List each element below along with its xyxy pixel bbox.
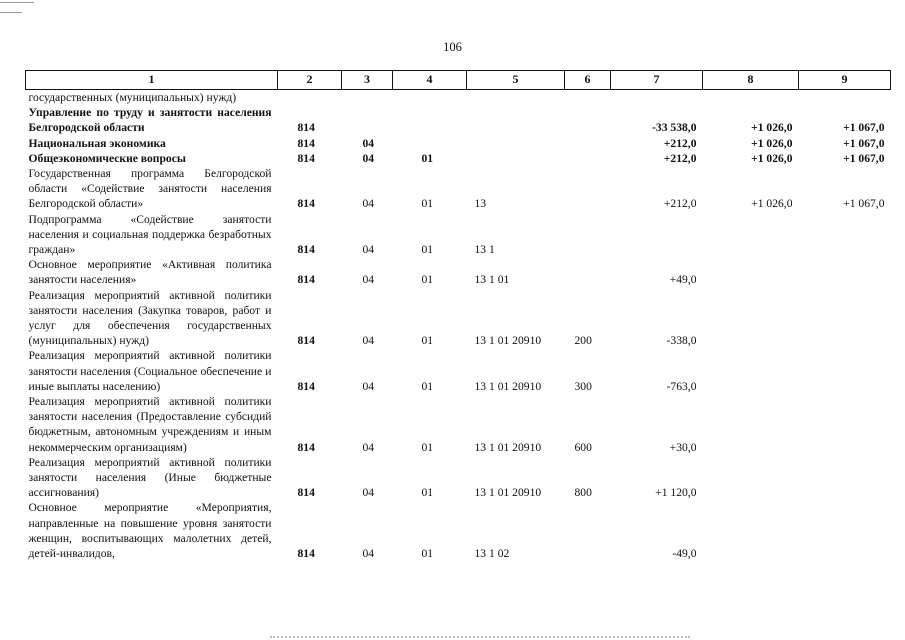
- expense-type-cell: [565, 151, 611, 166]
- row-name-cell: Национальная экономика: [28, 136, 166, 150]
- expense-type-cell: [565, 257, 611, 287]
- section-code-cell: 814: [297, 273, 315, 287]
- budget-table: [25, 70, 891, 561]
- section-code-cell: 814: [297, 379, 315, 393]
- target-article-cell: [467, 136, 565, 151]
- subsection2-code-cell: 01: [421, 440, 434, 454]
- table-row: [26, 348, 891, 394]
- amount-col8-cell: +1 026,0: [751, 136, 793, 150]
- table-row: [26, 136, 891, 151]
- expense-type-cell: [565, 136, 611, 151]
- subsection2-code-cell: [393, 136, 467, 151]
- subsection2-code-cell: 01: [421, 486, 434, 500]
- section-code-cell: 814: [297, 151, 315, 165]
- subsection2-code-cell: 01: [421, 334, 434, 348]
- amount-col8-cell: [703, 288, 799, 349]
- scan-corner-mark: [0, 12, 22, 13]
- amount-col7-cell: +30,0: [669, 440, 697, 454]
- section-code-cell: 814: [297, 547, 315, 561]
- target-article-cell: 13 1 01 20910: [474, 486, 542, 500]
- expense-type-cell: [565, 212, 611, 258]
- column-header: 9: [799, 71, 891, 90]
- column-header: 2: [278, 71, 342, 90]
- subsection-code-cell: 04: [362, 379, 375, 393]
- scan-corner-mark: [0, 2, 34, 3]
- amount-col8-cell: [703, 500, 799, 561]
- table-body: [26, 90, 891, 562]
- table-row: [26, 90, 891, 106]
- target-article-cell: 13 1 02: [474, 547, 510, 561]
- subsection-code-cell: 04: [362, 197, 375, 211]
- amount-col9-cell: [799, 212, 891, 258]
- section-code-cell: [278, 90, 342, 106]
- subsection2-code-cell: 01: [421, 379, 434, 393]
- subsection2-code-cell: 01: [421, 547, 434, 561]
- column-header: 5: [467, 71, 565, 90]
- target-article-cell: 13 1: [474, 243, 495, 257]
- target-article-cell: [467, 151, 565, 166]
- amount-col8-cell: +1 026,0: [751, 197, 793, 211]
- amount-col8-cell: [703, 257, 799, 287]
- table-row: [26, 257, 891, 287]
- amount-col9-cell: [799, 288, 891, 349]
- section-code-cell: 814: [297, 440, 315, 454]
- subsection2-code-cell: [393, 90, 467, 106]
- subsection2-code-cell: 01: [421, 243, 434, 257]
- subsection-code-cell: 04: [362, 136, 375, 150]
- expense-type-cell: [565, 90, 611, 106]
- section-code-cell: 814: [297, 334, 315, 348]
- subsection-code-cell: [342, 105, 393, 135]
- amount-col7-cell: +212,0: [663, 197, 697, 211]
- amount-col7-cell: [611, 212, 703, 258]
- column-header: 8: [703, 71, 799, 90]
- amount-col8-cell: +1 026,0: [751, 151, 793, 165]
- row-name-cell: Реализация мероприятий активной политики занятости населения (Социальное обеспечение и иные выплаты населению): [28, 349, 272, 393]
- row-name-cell: Реализация мероприятий активной политики занятости населения (Закупка товаров, работ и услуг для обеспечения государственных (муниципальных) нужд): [28, 288, 272, 348]
- subsection2-code-cell: 01: [421, 151, 434, 165]
- amount-col9-cell: +1 067,0: [843, 121, 885, 135]
- subsection-code-cell: 04: [362, 243, 375, 257]
- row-name-cell: Реализация мероприятий активной политики занятости населения (Предоставление субсидий бюджетным, автономным учреждениям и иным некоммерческим организациям): [28, 395, 272, 454]
- amount-col7-cell: [611, 90, 703, 106]
- scan-bottom-edge: [270, 636, 690, 638]
- column-header: 3: [342, 71, 393, 90]
- section-code-cell: 814: [297, 486, 315, 500]
- target-article-cell: [467, 90, 565, 106]
- target-article-cell: [467, 105, 565, 135]
- section-code-cell: 814: [297, 243, 315, 257]
- row-name-cell: Основное мероприятие «Активная политика занятости населения»: [28, 258, 272, 287]
- section-code-cell: 814: [297, 136, 315, 150]
- amount-col7-cell: +212,0: [663, 136, 697, 150]
- table-header-row: [26, 71, 891, 90]
- amount-col7-cell: -33 538,0: [652, 121, 697, 135]
- subsection-code-cell: 04: [362, 440, 375, 454]
- amount-col9-cell: +1 067,0: [843, 197, 885, 211]
- row-name-cell: Реализация мероприятий активной политики занятости населения (Иные бюджетные ассигнования): [28, 455, 272, 500]
- amount-col9-cell: +1 067,0: [843, 151, 885, 165]
- amount-col9-cell: [799, 455, 891, 501]
- target-article-cell: 13 1 01 20910: [474, 379, 542, 393]
- column-header: 6: [565, 71, 611, 90]
- amount-col9-cell: [799, 394, 891, 455]
- row-name-cell: Управление по труду и занятости населения Белгородской области: [28, 106, 272, 135]
- page-number: 106: [443, 40, 462, 54]
- subsection-code-cell: 04: [362, 273, 375, 287]
- amount-col7-cell: -338,0: [666, 334, 697, 348]
- amount-col7-cell: +49,0: [669, 273, 697, 287]
- subsection-code-cell: 04: [362, 151, 375, 165]
- table-row: [26, 151, 891, 166]
- amount-col7-cell: +1 120,0: [655, 486, 697, 500]
- row-name-cell: Основное мероприятие «Мероприятия, направленные на повышение уровня занятости женщин, воспитывающих малолетних детей, детей-инвалидов,: [28, 501, 272, 561]
- subsection2-code-cell: 01: [421, 273, 434, 287]
- target-article-cell: 13 1 01 20910: [474, 334, 542, 348]
- subsection2-code-cell: 01: [421, 197, 434, 211]
- subsection-code-cell: [342, 90, 393, 106]
- subsection-code-cell: 04: [362, 486, 375, 500]
- expense-type-cell: [565, 500, 611, 561]
- column-header: 1: [26, 71, 278, 90]
- amount-col7-cell: -49,0: [672, 547, 697, 561]
- amount-col7-cell: +212,0: [663, 151, 697, 165]
- row-name-cell: Общеэкономические вопросы: [28, 151, 186, 165]
- target-article-cell: 13 1 01 20910: [474, 440, 542, 454]
- table-row: [26, 212, 891, 258]
- expense-type-cell: [565, 105, 611, 135]
- subsection2-code-cell: [393, 105, 467, 135]
- table-row: [26, 455, 891, 501]
- expense-type-cell: 200: [574, 334, 592, 348]
- target-article-cell: 13: [474, 197, 487, 211]
- column-header: 4: [393, 71, 467, 90]
- target-article-cell: 13 1 01: [474, 273, 510, 287]
- amount-col8-cell: [703, 90, 799, 106]
- amount-col8-cell: [703, 394, 799, 455]
- expense-type-cell: [565, 166, 611, 212]
- amount-col8-cell: +1 026,0: [751, 121, 793, 135]
- amount-col9-cell: [799, 500, 891, 561]
- table-row: [26, 166, 891, 212]
- table-row: [26, 105, 891, 135]
- amount-col9-cell: [799, 90, 891, 106]
- subsection-code-cell: 04: [362, 547, 375, 561]
- amount-col8-cell: [703, 348, 799, 394]
- table-row: [26, 500, 891, 561]
- section-code-cell: 814: [297, 197, 315, 211]
- row-name-cell: государственных (муниципальных) нужд): [28, 91, 237, 104]
- amount-col9-cell: [799, 348, 891, 394]
- amount-col8-cell: [703, 455, 799, 501]
- section-code-cell: 814: [297, 121, 315, 135]
- column-header: 7: [611, 71, 703, 90]
- amount-col9-cell: [799, 257, 891, 287]
- table-row: [26, 288, 891, 349]
- row-name-cell: Подпрограмма «Содействие занятости населения и социальная поддержка безработных граждан»: [28, 212, 272, 257]
- expense-type-cell: 600: [574, 440, 592, 454]
- amount-col7-cell: -763,0: [666, 379, 697, 393]
- row-name-cell: Государственная программа Белгородской области «Содействие занятости населения Белгородской области»: [28, 167, 272, 211]
- subsection-code-cell: 04: [362, 334, 375, 348]
- expense-type-cell: 800: [574, 486, 592, 500]
- expense-type-cell: 300: [574, 379, 592, 393]
- amount-col8-cell: [703, 212, 799, 258]
- amount-col9-cell: +1 067,0: [843, 136, 885, 150]
- table-row: [26, 394, 891, 455]
